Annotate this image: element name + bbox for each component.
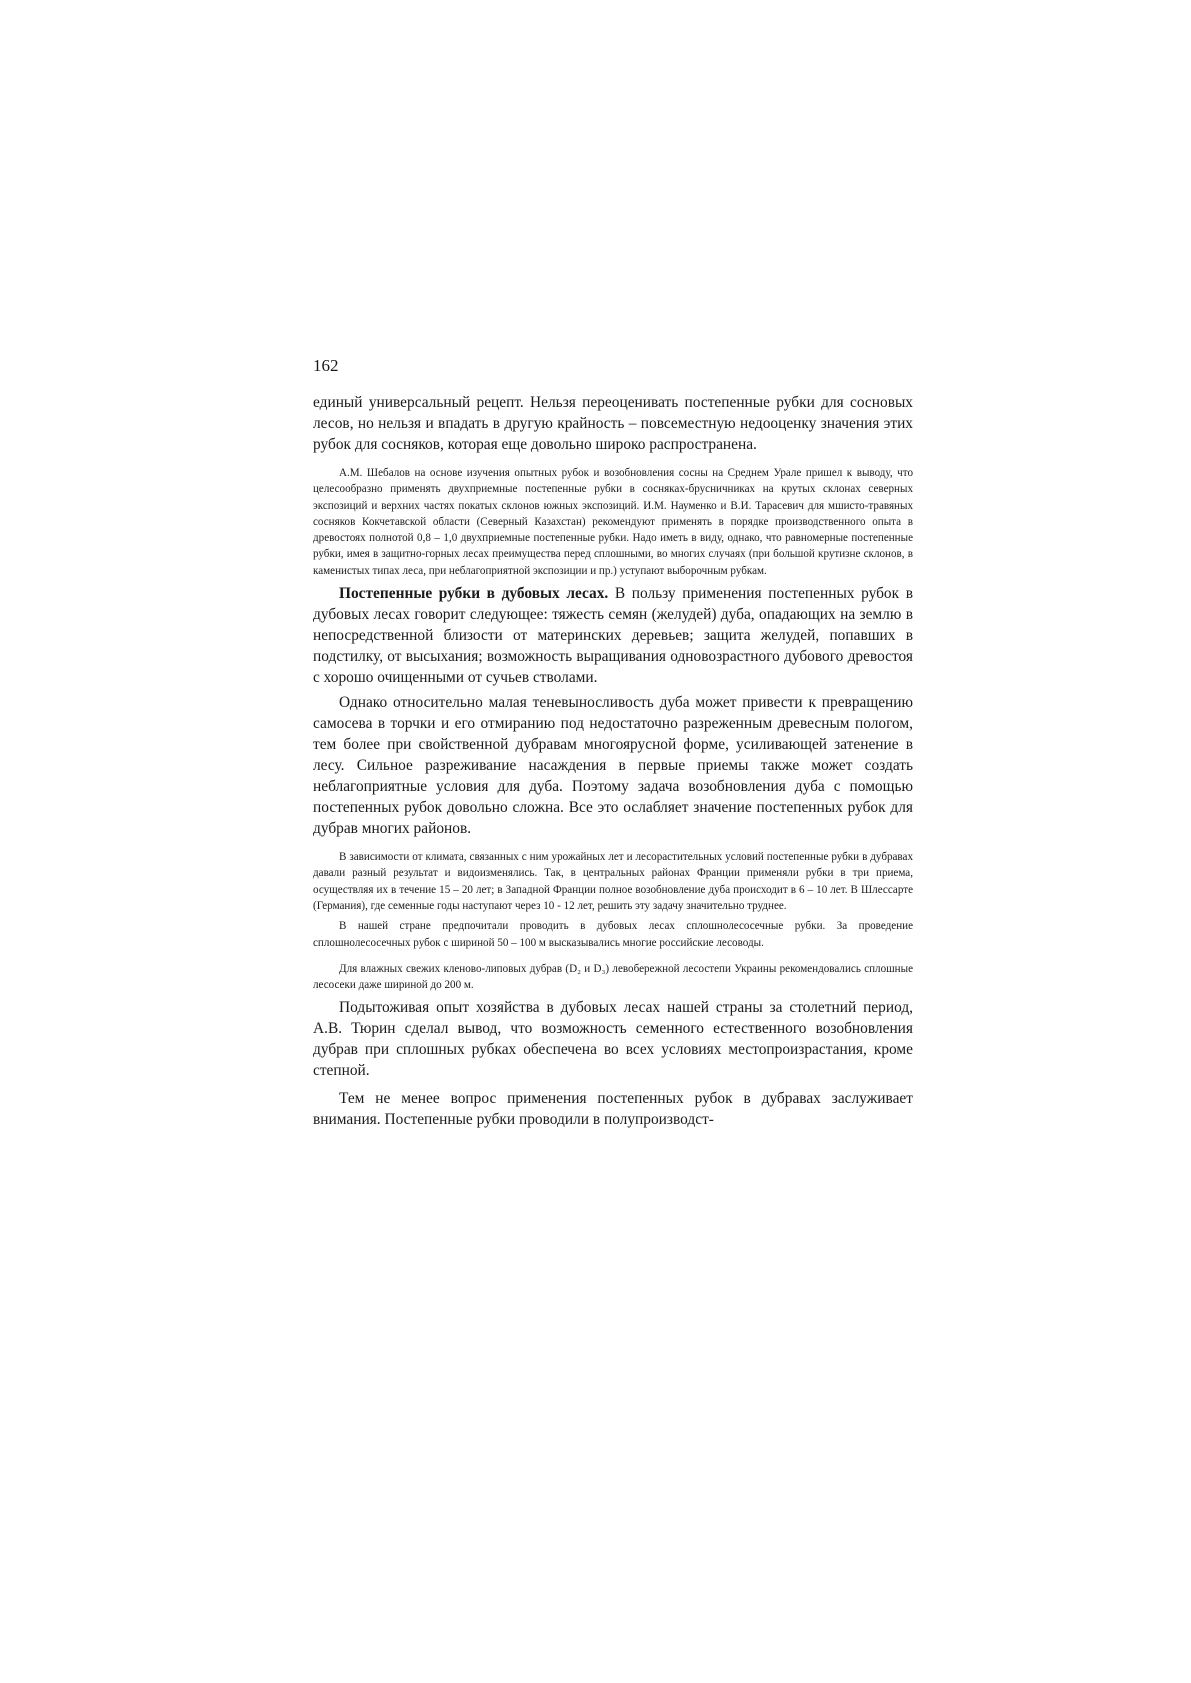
note-shebalov: А.М. Шебалов на основе изучения опытных рубок и возобновления сосны на Среднем Урале пришел к выводу, что целесообразно применять двухприемные постепенные рубки в сосняках-брусничниках на крутых склонах северных экспозиций и верхних частях покатых склонов южных экспозиций. И.М. Науменко и В.И. Тарасевич для мшисто-травяных сосняков Кокчетавской области (Северный Казахстан) рекомендуют применять в порядке производственного опыта в древостоях полнотой 0,8 – 1,0 двухприемные постепенные рубки. Надо иметь в виду, однако, что равномерные постепенные рубки, имея в защитно-горных лесах преимущества перед сплошными, во многих случаях (при большой крутизне склонов, в каменистых типах леса, при неблагоприятной экспозиции и пр.) уступают выборочным рубкам. xyxy=(313,467,913,577)
section-heading-oak: Постепенные рубки в дубовых лесах. xyxy=(339,585,609,603)
note-clearcuts-russia: В нашей стране предпочитали проводить в дубовых лесах сплошнолесосечные рубки. За проведение сплошнолесосечных рубок с шириной 50 – 100 м высказывались многие российские лесоводы. xyxy=(313,920,913,949)
book-page xyxy=(313,356,913,1130)
paragraph-gradual-cuts-attention: Тем не менее вопрос применения постепенных рубок в дубравах заслуживает внимания. Постепенные рубки проводили в полупроизводст- xyxy=(313,1090,913,1129)
note-climate-france: В зависимости от климата, связанных с ним урожайных лет и лесорастительных условий постепенные рубки в дубравах давали разный результат и видоизменялись. Так, в центральных районах Франции применяли рубки в три приема, осуществляя их в течение 15 – 20 лет; в Западной Франции полное возобновление дуба происходит в 6 – 10 лет. В Шлессарте (Германия), где семенные годы наступают через 10 - 12 лет, решить эту задачу значительно труднее. xyxy=(313,851,913,912)
paragraph-pine-recipe: единый универсальный рецепт. Нельзя переоценивать постепенные рубки для сосновых лесов, но нельзя и впадать в другую крайность – повсеместную недооценку значения этих рубок для сосняков, которая еще довольно широко распространена. xyxy=(313,394,913,453)
paragraph-oak-forests-text: В пользу применения постепенных рубок в дубовых лесах говорит следующее: тяжесть семян (желудей) дуба, опадающих на землю в непосредственной близости от материнских деревьев; защита желудей, попавших в подстилку, от высыхания; возможность выращивания одновозрастного дубового древостоя с хорошо очищенными от сучьев стволами. xyxy=(313,585,913,687)
paragraph-turin-conclusion: Подытоживая опыт хозяйства в дубовых лесах нашей страны за столетний период, А.В. Тюрин сделал вывод, что возможность семенного естественного возобновления дубрав при сплошных рубках обеспечена во всех условиях местопроизрастания, кроме степной. xyxy=(313,999,913,1080)
note-ukraine-forest-steppe: Для влажных свежих кленово-липовых дубрав (D₂ и D₃) левобережной лесостепи Украины рекомендовались сплошные лесосеки даже шириной до 200 м. xyxy=(313,962,913,992)
page-number: 162 xyxy=(313,356,339,375)
paragraph-oak-forests xyxy=(313,583,913,688)
paragraph-shade-tolerance: Однако относительно малая теневыносливость дуба может привести к превращению самосева в торчки и его отмиранию под недостаточно разреженным древесным пологом, тем более при свойственной дубравам многоярусной форме, усиливающей затенение в лесу. Сильное разреживание насаждения в первые приемы также может создать неблагоприятные условия для дуба. Поэтому задача возобновления дуба с помощью постепенных рубок довольно сложна. Все это ослабляет значение постепенных рубок для дубрав многих районов. xyxy=(313,694,913,838)
